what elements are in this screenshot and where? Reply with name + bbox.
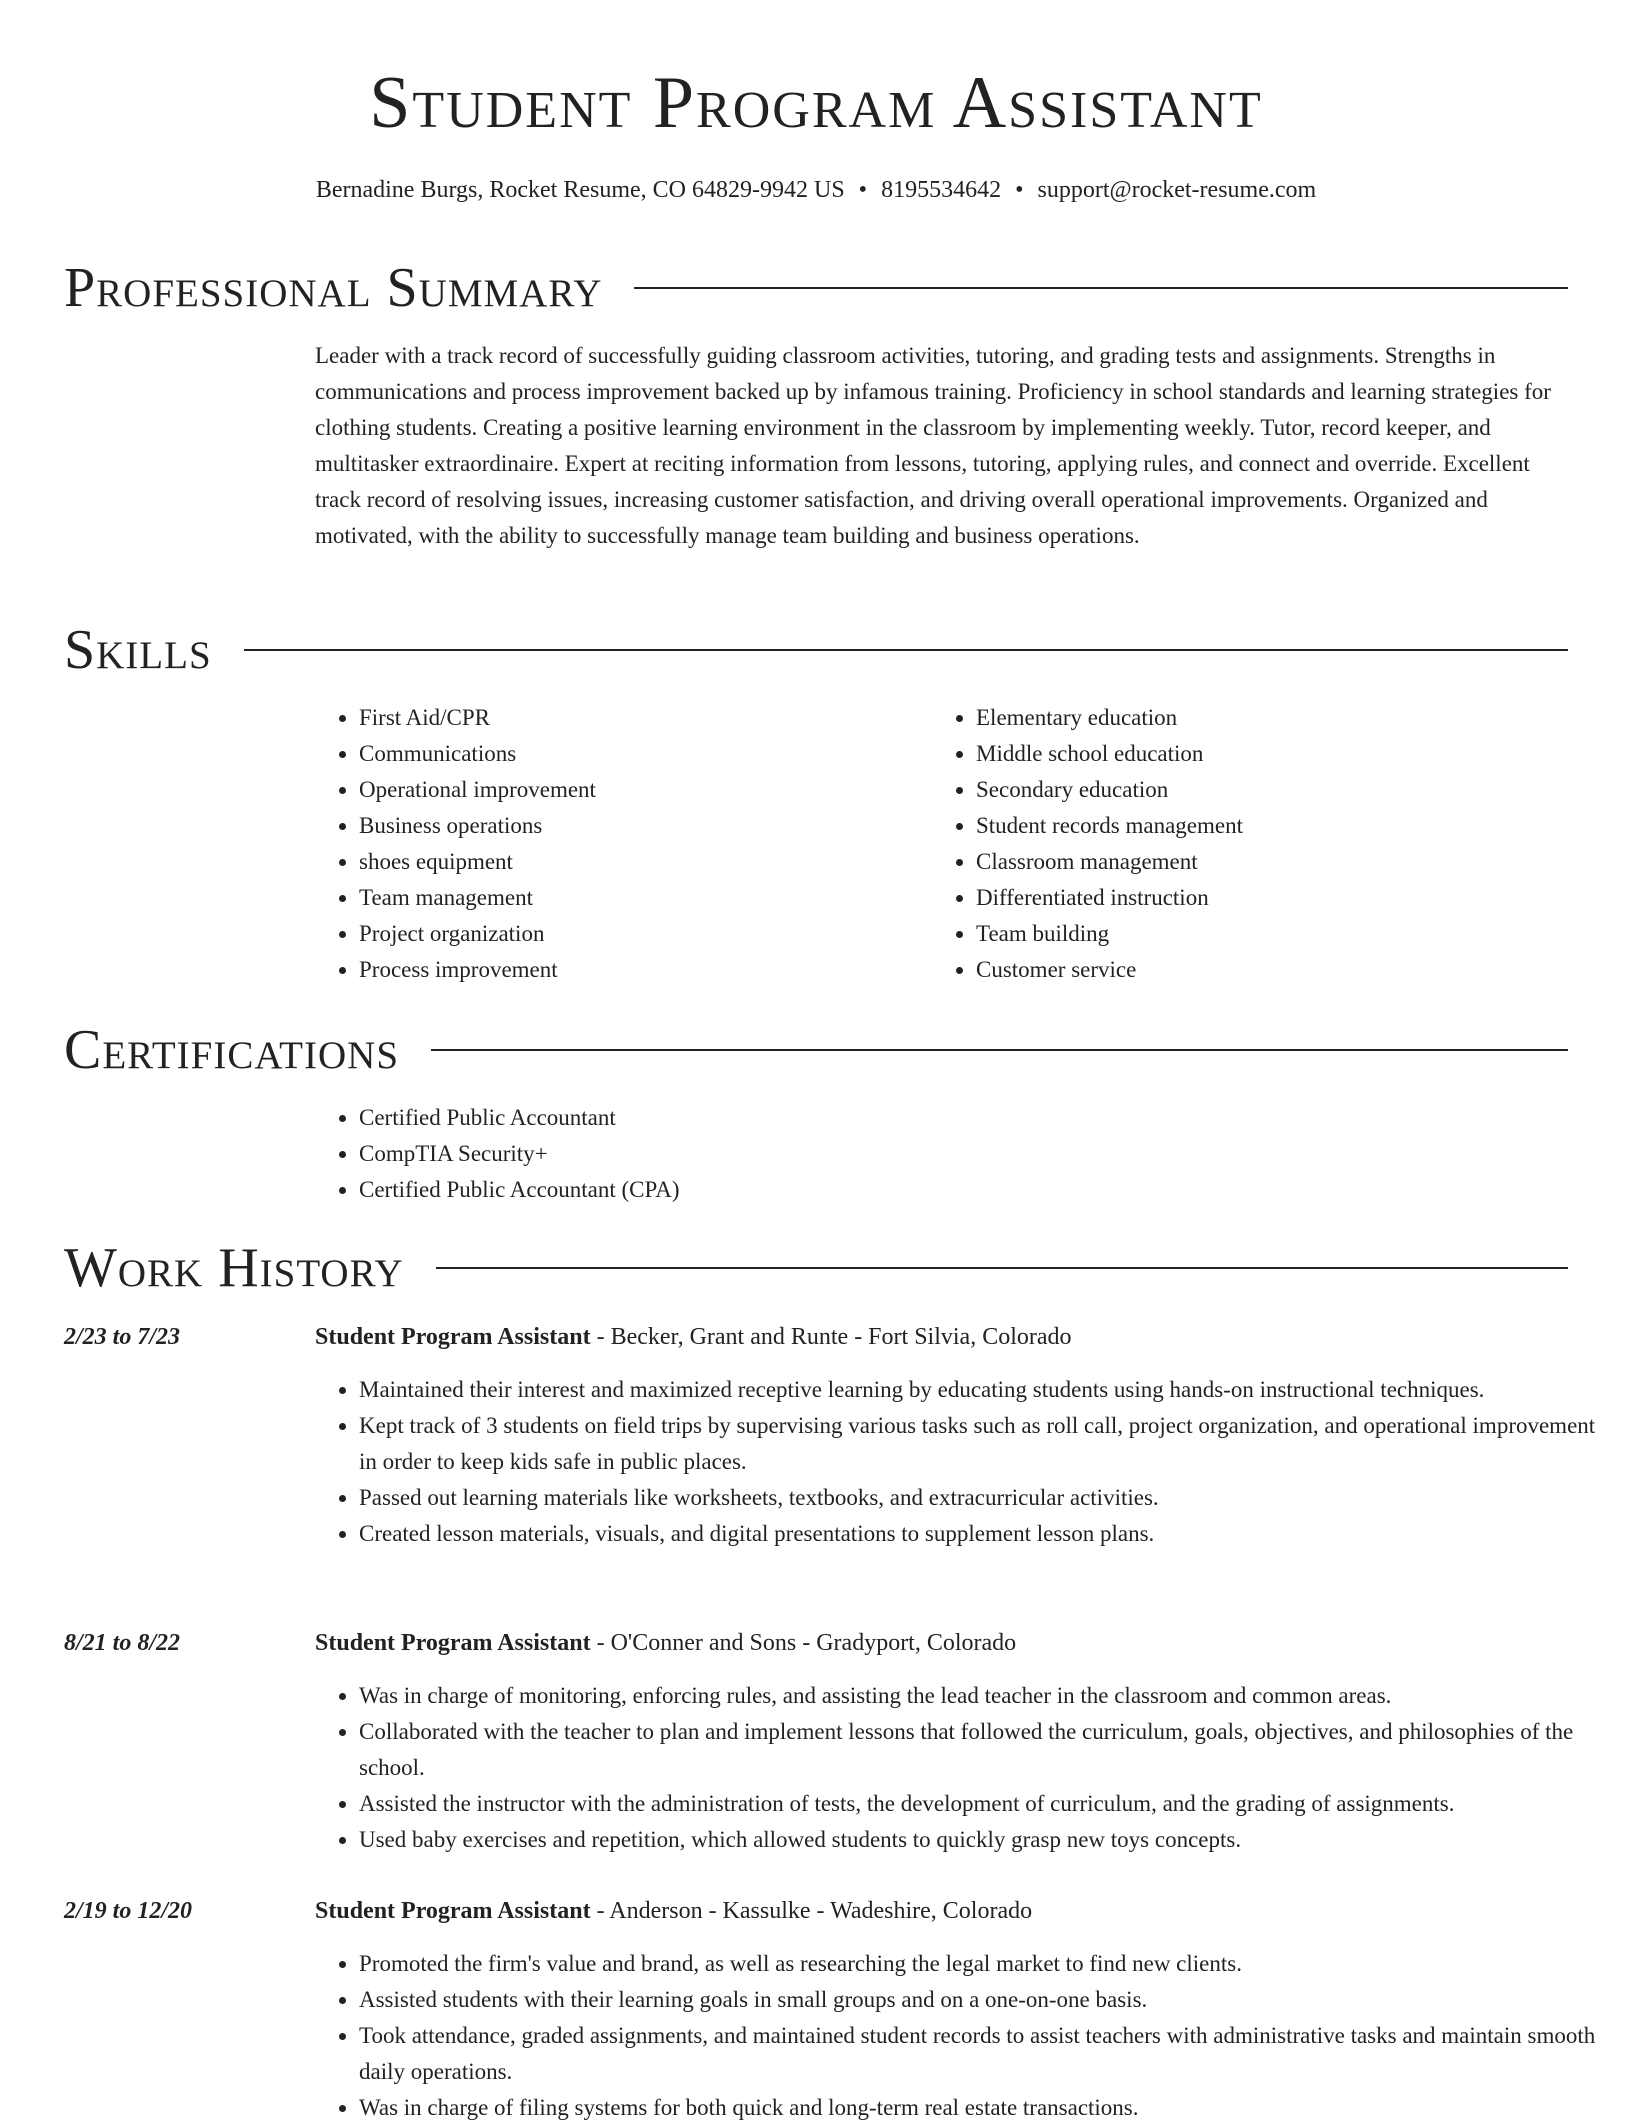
job-bullets — [315, 1946, 1614, 2126]
job-dates: 2/19 to 12/20 — [64, 1898, 193, 1924]
skill-item: • Middle school education — [976, 736, 1576, 772]
job-bullet: • Was in charge of filing systems for both quick and long-term real estate transactions. — [359, 2090, 1614, 2126]
job-dates: 2/23 to 7/23 — [64, 1324, 181, 1350]
job-bullet: • Passed out learning materials like worksheets, textbooks, and extracurricular activities. — [359, 1480, 1614, 1516]
contact-phone: 8195534642 — [881, 177, 1002, 203]
section-divider — [634, 287, 1568, 289]
job-details: - O'Conner and Sons - Gradyport, Colorado — [590, 1630, 1017, 1656]
work-heading: Work History — [64, 1237, 404, 1299]
skill-item: • Operational improvement — [359, 772, 919, 808]
skill-item: • Student records management — [976, 808, 1576, 844]
job-bullet: • Kept track of 3 students on field trips by supervising various tasks such as roll call, project organization, and operational improvement in order to keep kids safe in public places. — [359, 1408, 1614, 1480]
job-bullet: • Created lesson materials, visuals, and digital presentations to supplement lesson plans. — [359, 1516, 1614, 1552]
skills-heading: Skills — [64, 619, 212, 681]
skills-list-left — [315, 700, 919, 988]
job-bullet: • Was in charge of monitoring, enforcing rules, and assisting the lead teacher in the classroom and common areas. — [359, 1678, 1614, 1714]
certifications-list — [315, 1100, 1559, 1208]
certification-item: • CompTIA Security+ — [359, 1136, 1559, 1172]
job-bullets — [315, 1372, 1614, 1552]
job-bullet: • Used baby exercises and repetition, which allowed students to quickly grasp new toys concepts. — [359, 1822, 1614, 1858]
job-heading — [315, 1894, 1032, 1928]
skill-item: • First Aid/CPR — [359, 700, 919, 736]
summary-heading: Professional Summary — [64, 257, 603, 319]
contact-separator: • — [858, 177, 868, 203]
section-divider — [436, 1267, 1568, 1269]
job-bullet: • Promoted the firm's value and brand, as well as researching the legal market to find new clients. — [359, 1946, 1614, 1982]
skill-item: • Team management — [359, 880, 919, 916]
skill-item: • Differentiated instruction — [976, 880, 1576, 916]
job-heading — [315, 1626, 1016, 1660]
contact-separator: • — [1015, 177, 1024, 203]
skill-item: • Business operations — [359, 808, 919, 844]
skill-item: • Process improvement — [359, 952, 919, 988]
contact-address: Bernadine Burgs, Rocket Resume, CO 64829-9942 US — [315, 177, 845, 203]
job-bullets — [315, 1678, 1614, 1858]
job-heading — [315, 1320, 1072, 1354]
skill-item: • Communications — [359, 736, 919, 772]
section-divider — [431, 1049, 1568, 1051]
job-details: - Anderson - Kassulke - Wadeshire, Colorado — [590, 1898, 1033, 1924]
job-bullet: • Assisted students with their learning goals in small groups and on a one-on-one basis. — [359, 1982, 1614, 2018]
skills-list-right — [932, 700, 1576, 988]
section-divider — [244, 649, 1568, 651]
skill-item: • Project organization — [359, 916, 919, 952]
skill-item: • Customer service — [976, 952, 1576, 988]
job-bullet: • Collaborated with the teacher to plan and implement lessons that followed the curriculum, goals, objectives, and philosophies of the school. — [359, 1714, 1614, 1786]
skill-item: • Classroom management — [976, 844, 1576, 880]
job-dates: 8/21 to 8/22 — [64, 1630, 181, 1656]
resume-title: Student Program Assistant — [369, 62, 1263, 144]
job-role: Student Program Assistant — [315, 1630, 591, 1656]
work-section-header — [64, 1236, 1568, 1300]
summary-section-header — [64, 256, 1568, 320]
certifications-heading: Certifications — [64, 1019, 400, 1081]
certification-item: • Certified Public Accountant — [359, 1100, 1559, 1136]
contact-email: support@rocket-resume.com — [1037, 177, 1317, 203]
skill-item: • Secondary education — [976, 772, 1576, 808]
skill-item: • Elementary education — [976, 700, 1576, 736]
job-bullet: • Took attendance, graded assignments, and maintained student records to assist teachers with administrative tasks and maintain smooth daily operations. — [359, 2018, 1614, 2090]
job-bullet: • Maintained their interest and maximized receptive learning by educating students using hands-on instructional techniques. — [359, 1372, 1614, 1408]
skills-section-header — [64, 618, 1568, 682]
job-role: Student Program Assistant — [315, 1324, 591, 1350]
certification-item: • Certified Public Accountant (CPA) — [359, 1172, 1559, 1208]
certifications-section-header — [64, 1018, 1568, 1082]
skill-item: • shoes equipment — [359, 844, 919, 880]
job-details: - Becker, Grant and Runte - Fort Silvia, Colorado — [590, 1324, 1072, 1350]
job-role: Student Program Assistant — [315, 1898, 591, 1924]
contact-line — [0, 173, 1632, 207]
summary-text: Leader with a track record of successfully guiding classroom activities, tutoring, and grading tests and assignments. Strengths in communications and process improvement backed up by infamous training. Proficiency in school standards and learning strategies for clothing students. Creating a positive learning environment in the classroom by implementing weekly. Tutor, record keeper, and multitasker extraordinaire. Expert at reciting information from lessons, tutoring, applying rules, and connect and override. Excellent track record of resolving issues, increasing customer satisfaction, and driving overall operational improvements. Organized and motivated, with the ability to successfully manage team building and business operations. — [315, 343, 1551, 548]
skill-item: • Team building — [976, 916, 1576, 952]
job-bullet: • Assisted the instructor with the administration of tests, the development of curriculum, and the grading of assignments. — [359, 1786, 1614, 1822]
